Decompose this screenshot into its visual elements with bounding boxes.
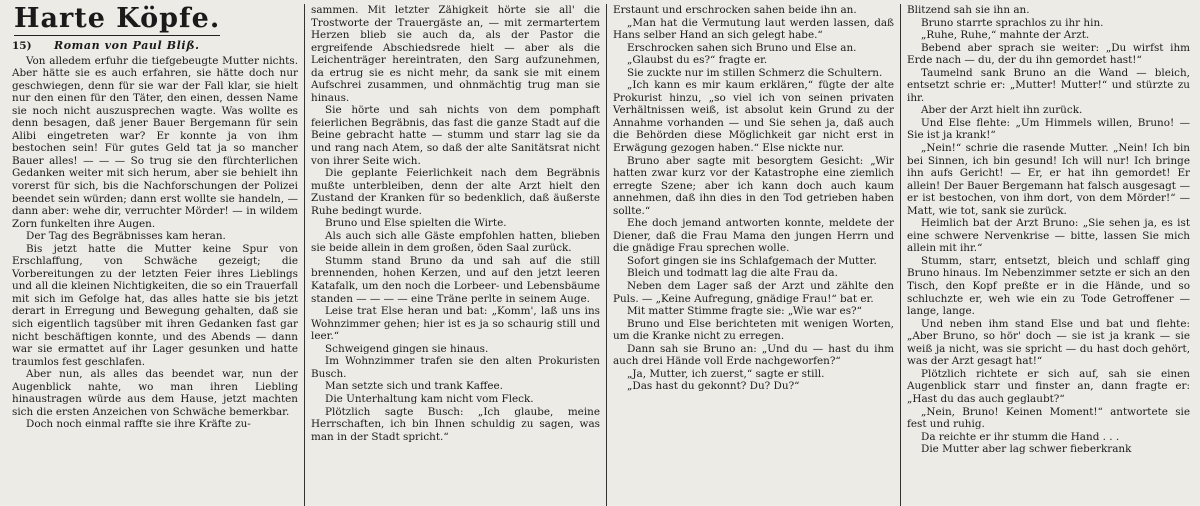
paragraph: „Ich kann es mir kaum erklären,“ fügte der alte Prokurist hinzu, „so viel ich von seinen privaten Verhältnissen weiß, ist absolut kein Grund zu der Annahme vorhanden — und Sie sehen ja, daß auch die Behörden diese Möglichkeit gar nicht erst in Erwägung gezogen haben.“ Else nickte nur. (612, 79, 894, 155)
paragraph: Bruno aber sagte mit besorgtem Gesicht: „Wir hatten zwar kurz vor der Katastrophe eine ziemlich erregte Szene; aber ich kann doch auch kaum annehmen, daß ihn dies in den Tod getrieben haben sollte.“ (612, 154, 894, 217)
paragraph: sammen. Mit letzter Zähigkeit hörte sie all' die Trostworte der Trauergäste an, — mit zermartertem Herzen blieb sie auch da, als der Pastor die ergreifende Abschiedsrede hielt — aber als die Leichenträger hereintraten, den Sarg aufzunehmen, da ertrug sie es nicht mehr, da sank sie mit einem Aufschrei zusammen, und ohnmächtig trug man sie hinaus. (311, 4, 600, 104)
paragraph: Taumelnd sank Bruno an die Wand — bleich, entsetzt schrie er: „Mutter! Mutter!“ und stürzte zu ihr. (907, 66, 1190, 104)
paragraph: Bruno und Else berichteten mit wenigen Worten, um die Kranke nicht zu erregen. (612, 317, 894, 343)
text-column-4 (901, 4, 1196, 506)
text-column-3 (607, 4, 901, 506)
paragraph: Erschrocken sahen sich Bruno und Else an. (626, 41, 857, 54)
paragraph: Der Tag des Begräbnisses kam heran. (26, 230, 226, 243)
paragraph: Neben dem Lager saß der Arzt und zählte den Puls. — „Keine Aufregung, gnädige Frau!“ bat er. (612, 280, 894, 305)
paragraph: Bebend aber sprach sie weiter: „Du wirfst ihm Erde nach — du, der du ihn gemordet hast!“ (907, 41, 1190, 67)
text-column-2 (305, 4, 607, 506)
paragraph: „Das hast du gekonnt? Du? Du?“ (626, 380, 800, 393)
paragraph: „Man hat die Vermutung laut werden lassen, daß Hans selber Hand an sich gelegt habe.“ (612, 16, 894, 42)
paragraph: „Ja, Mutter, ich zuerst,“ sagte er still. (626, 367, 825, 380)
paragraph: Die Unterhaltung kam nicht vom Fleck. (325, 392, 534, 405)
paragraph: „Nein!“ schrie die rasende Mutter. „Nein! Ich bin bei Sinnen, ich bin gesund! Ich will nur! Ich bringe ihn aufs Gericht! — Er, er hat ihn gemordet! Er allein! Der Bauer Bergemann hat falsch ausgesagt — er ist bestochen, von ihm dort, von dem Mörder!“ — Matt, wie tot, sank sie zurück. (907, 142, 1190, 217)
byline-row (12, 40, 298, 53)
paragraph: Heimlich bat der Arzt Bruno: „Sie sehen ja, es ist eine schwere Nervenkrise — bitte, lassen Sie mich allein mit ihr.“ (907, 217, 1190, 255)
paragraph: Die Mutter aber lag schwer fieberkrank (921, 443, 1132, 456)
paragraph: Bleich und todmatt lag die alte Frau da. (626, 267, 838, 280)
paragraph: Schweigend gingen sie hinaus. (325, 342, 489, 355)
paragraph: Plötzlich sagte Busch: „Ich glaube, meine Herrschaften, ich bin Ihnen schuldig zu sagen, was man in der Stadt spricht.“ (311, 405, 600, 443)
paragraph: Die geplante Feierlichkeit nach dem Begräbnis mußte unterbleiben, denn der alte Arzt hielt den Zustand der Kranken für so bedenklich, daß äußerste Ruhe bedingt wurde. (311, 167, 600, 217)
paragraph: Von alledem erfuhr die tiefgebeugte Mutter nichts. Aber hätte sie es auch erfahren, sie hätte doch nur geschwiegen, denn für sie war der Fall klar, sie hielt nur den einen für den Täter, den einen, dessen Name sie noch nicht auszusprechen wagte. Was wollte es denn besagen, daß jener Bauer Bergemann für sein Alibi eingetreten war? Er konnte ja von ihm bestochen sein! Für gutes Geld tat ja so mancher Bauer alles! — — — So trug sie den fürchterlichen Gedanken weiter mit sich herum, aber sie behielt ihn vorerst für sich, bis die Nachforschungen der Polizei beendet sein würden; dann erst wollte sie handeln, — dann aber: wehe dir, verruchter Mörder! — in wildem Zorn funkelten ihre Augen. (12, 54, 298, 230)
paragraph: Stumm, starr, entsetzt, bleich und schlaff ging Bruno hinaus. Im Nebenzimmer setzte er sich an den Tisch, den Kopf preßte er in die Hände, und so schluchzte er, weh wie ein zu Tode Getroffener — lange, lange. (907, 254, 1190, 318)
installment-number: 15) (12, 40, 32, 52)
paragraph: „Nein, Bruno! Keinen Moment!“ antwortete sie fest und ruhig. (907, 405, 1190, 431)
text-column-1 (6, 4, 305, 506)
paragraph: Da reichte er ihr stumm die Hand . . . (921, 430, 1120, 443)
paragraph: Mit matter Stimme fragte sie: „Wie war es?“ (626, 305, 862, 318)
paragraph: „Ruhe, Ruhe,“ mahnte der Arzt. (921, 29, 1090, 42)
paragraph: Doch noch einmal raffte sie ihre Kräfte zu- (26, 418, 251, 431)
paragraph: Bruno und Else spielten die Wirte. (325, 217, 507, 230)
article-title: Harte Köpfe. (14, 4, 221, 34)
article-subtitle: Roman von Paul Bliß. (54, 39, 200, 52)
paragraph: Leise trat Else heran und bat: „Komm', laß uns ins Wohnzimmer gehen; hier ist es ja so schaurig still und leer.“ (311, 305, 600, 343)
paragraph: Erstaunt und erschrocken sahen beide ihn an. (612, 4, 857, 16)
paragraph: Aber nun, als alles das beendet war, nun der Augenblick nahte, wo man ihren Liebling hinaustragen würde aus dem Hause, jetzt machten sich die ersten Anzeichen von Schwäche bemerkbar. (12, 368, 298, 418)
paragraph: Als auch sich alle Gäste empfohlen hatten, blieben sie beide allein in dem großen, öden Saal zurück. (311, 229, 600, 255)
paragraph: Sie hörte und sah nichts von dem pomphaft feierlichen Begräbnis, das fast die ganze Stadt auf die Beine gebracht hatte — stumm und starr lag sie da und rang nach Atem, so daß der alte Sanitätsrat nicht von ihrer Seite wich. (311, 104, 600, 167)
paragraph: Bruno starrte sprachlos zu ihr hin. (921, 16, 1104, 29)
paragraph: Stumm stand Bruno da und sah auf die still brennenden, hohen Kerzen, und auf den jetzt leeren Katafalk, um den noch die Lorbeer- und Lebensbäume standen — — — — eine Träne perlte in seinem Auge. (311, 254, 600, 305)
paragraph: Blitzend sah sie ihn an. (907, 4, 1030, 16)
paragraph: Im Wohnzimmer trafen sie den alten Prokuristen Busch. (311, 355, 600, 380)
paragraph: Dann sah sie Bruno an: „Und du — hast du ihm auch drei Hände voll Erde nachgeworfen?“ (612, 342, 894, 368)
paragraph: Und Else flehte: „Um Himmels willen, Bruno! — Sie ist ja krank!“ (907, 116, 1190, 142)
paragraph: Sofort gingen sie ins Schlafgemach der Mutter. (626, 254, 877, 267)
paragraph: „Glaubst du es?“ fragte er. (626, 54, 768, 67)
paragraph: Bis jetzt hatte die Mutter keine Spur von Erschlaffung, von Schwäche gezeigt; die Vorbereitungen zu der letzten Feier ihres Lieblings und all die kleinen Nichtigkeiten, die so ein Trauerfall mit sich im Gefolge hat, das alles hatte sie bis jetzt derart in Erregung und Bewegung gehalten, daß sie sich eigentlich tagsüber mit ihren Gedanken fast gar nicht beschäftigen konnte, und des Abends — dann war sie ermattet auf ihr Lager gesunken und hatte traumlos fest geschlafen. (12, 242, 298, 368)
paragraph: Aber der Arzt hielt ihn zurück. (921, 104, 1083, 117)
paragraph: Sie zuckte nur im stillen Schmerz die Schultern. (626, 66, 883, 79)
paragraph: Ehe doch jemand antworten konnte, meldete der Diener, daß die Frau Mama den jungen Herrn und die gnädige Frau sprechen wolle. (612, 217, 894, 255)
paragraph: Plötzlich richtete er sich auf, sah sie einen Augenblick starr und finster an, dann fragte er: „Hast du das auch geglaubt?“ (907, 367, 1190, 405)
paragraph: Und neben ihm stand Else und bat und flehte: „Aber Bruno, so hör' doch — sie ist ja krank — sie weiß ja nicht, was sie spricht — du hast doch gehört, was der Arzt gesagt hat!“ (907, 317, 1190, 368)
paragraph: Man setzte sich und trank Kaffee. (325, 380, 503, 393)
